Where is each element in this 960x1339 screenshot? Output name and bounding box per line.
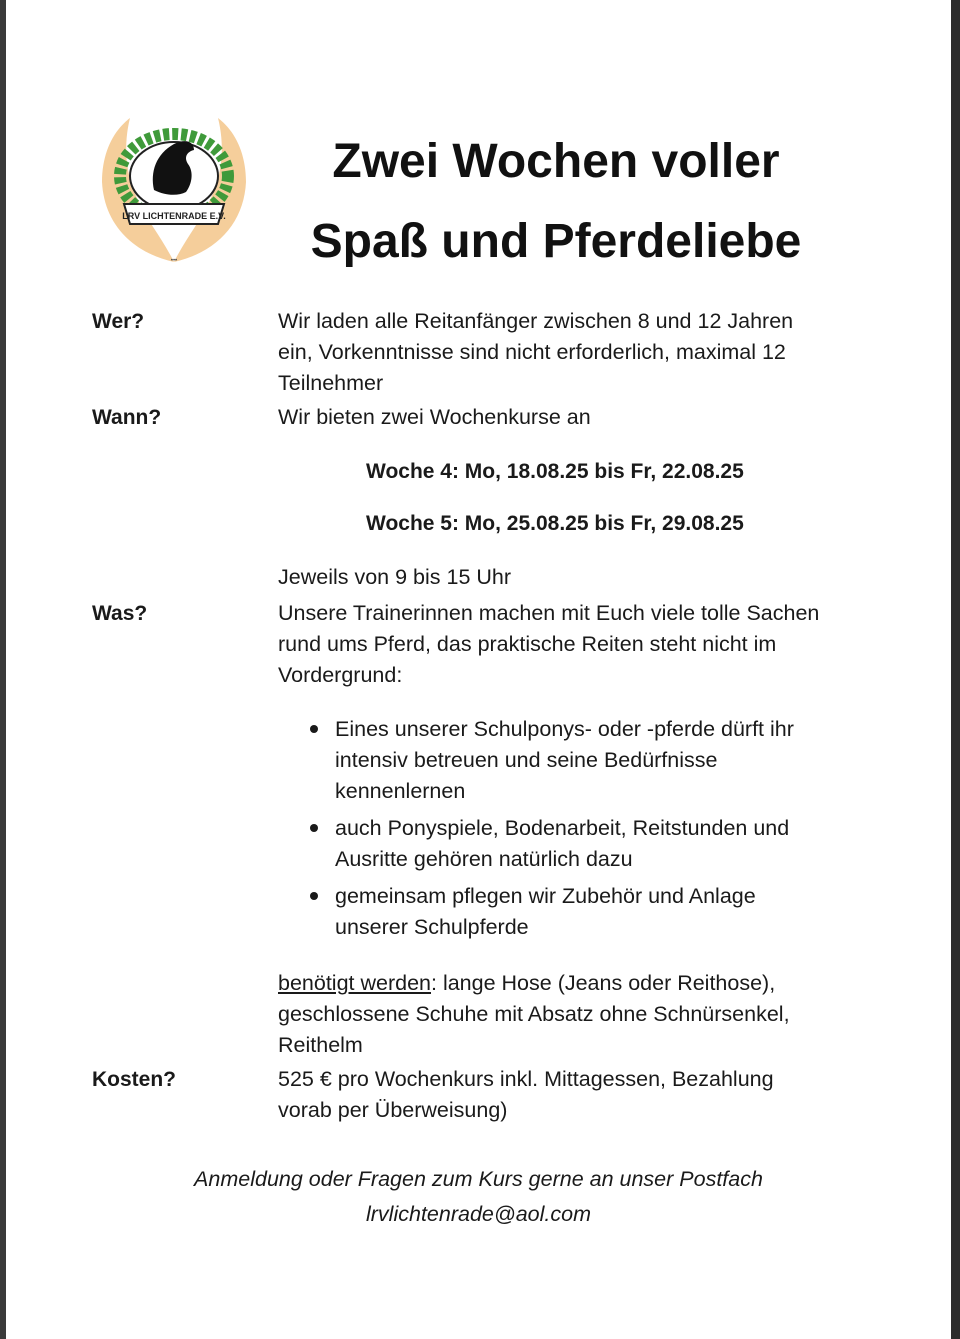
bullet-icon: [310, 824, 318, 832]
contact-email: lrvlichtenrade@aol.com: [366, 1202, 591, 1226]
wann-intro: Wir bieten zwei Wochenkurse an: [278, 405, 591, 429]
list-item-line: kennenlernen: [335, 779, 466, 803]
list-item-line: unserer Schulpferde: [335, 915, 529, 939]
week-5-dates: Woche 5: Mo, 25.08.25 bis Fr, 29.08.25: [366, 512, 744, 535]
wer-label: Wer?: [92, 310, 145, 333]
activity-list: [306, 714, 866, 949]
list-item: [306, 714, 866, 807]
was-text: [278, 598, 878, 691]
kosten-text: [278, 1064, 878, 1126]
kosten-line: vorab per Überweisung): [278, 1098, 508, 1122]
list-item-line: auch Ponyspiele, Bodenarbeit, Reitstunden und: [335, 816, 790, 840]
list-item-line: intensiv betreuen und seine Bedürfnisse: [335, 748, 718, 772]
list-item: [306, 813, 866, 875]
title-line-2: Spaß und Pferdeliebe: [310, 215, 802, 268]
needed-items: [278, 968, 878, 1061]
needed-label: benötigt werden: [278, 971, 431, 995]
was-line: Vordergrund:: [278, 663, 403, 687]
was-label: Was?: [92, 602, 148, 625]
list-item-line: gemeinsam pflegen wir Zubehör und Anlage: [335, 884, 756, 908]
contact-footer: [6, 1162, 951, 1232]
list-item-line: Ausritte gehören natürlich dazu: [335, 847, 633, 871]
was-line: rund ums Pferd, das praktische Reiten steht nicht im: [278, 632, 777, 656]
list-item-line: Eines unserer Schulponys- oder -pferde dürft ihr: [335, 717, 794, 741]
wer-line: Wir laden alle Reitanfänger zwischen 8 und 12 Jahren: [278, 309, 794, 333]
document-page: [6, 0, 951, 1339]
needed-line: Reithelm: [278, 1033, 363, 1057]
svg-text:LRV LICHTENRADE E.V.: LRV LICHTENRADE E.V.: [122, 211, 226, 221]
needed-line: geschlossene Schuhe mit Absatz ohne Schnürsenkel,: [278, 1002, 790, 1026]
wann-time: Jeweils von 9 bis 15 Uhr: [278, 565, 512, 589]
kosten-label: Kosten?: [92, 1068, 176, 1091]
kosten-line: 525 € pro Wochenkurs inkl. Mittagessen, Bezahlung: [278, 1067, 774, 1091]
week-4-dates: Woche 4: Mo, 18.08.25 bis Fr, 22.08.25: [366, 460, 744, 483]
needed-text: : lange Hose (Jeans oder Reithose),: [431, 971, 776, 995]
bullet-icon: [310, 725, 318, 733]
footer-line: Anmeldung oder Fragen zum Kurs gerne an unser Postfach: [194, 1167, 763, 1191]
wer-line: Teilnehmer: [278, 371, 384, 395]
wer-text: [278, 306, 878, 399]
list-item: [306, 881, 866, 943]
svg-text:•••: •••: [170, 258, 178, 264]
needed-line: [278, 968, 878, 999]
club-logo-icon: [90, 112, 258, 272]
wer-line: ein, Vorkenntnisse sind nicht erforderlich, maximal 12: [278, 340, 786, 364]
wann-label: Wann?: [92, 406, 162, 429]
bullet-icon: [310, 892, 318, 900]
page-title: [276, 122, 836, 282]
was-line: Unsere Trainerinnen machen mit Euch viele tolle Sachen: [278, 601, 820, 625]
title-line-1: Zwei Wochen voller: [332, 135, 780, 188]
page-edge: [951, 0, 960, 1339]
